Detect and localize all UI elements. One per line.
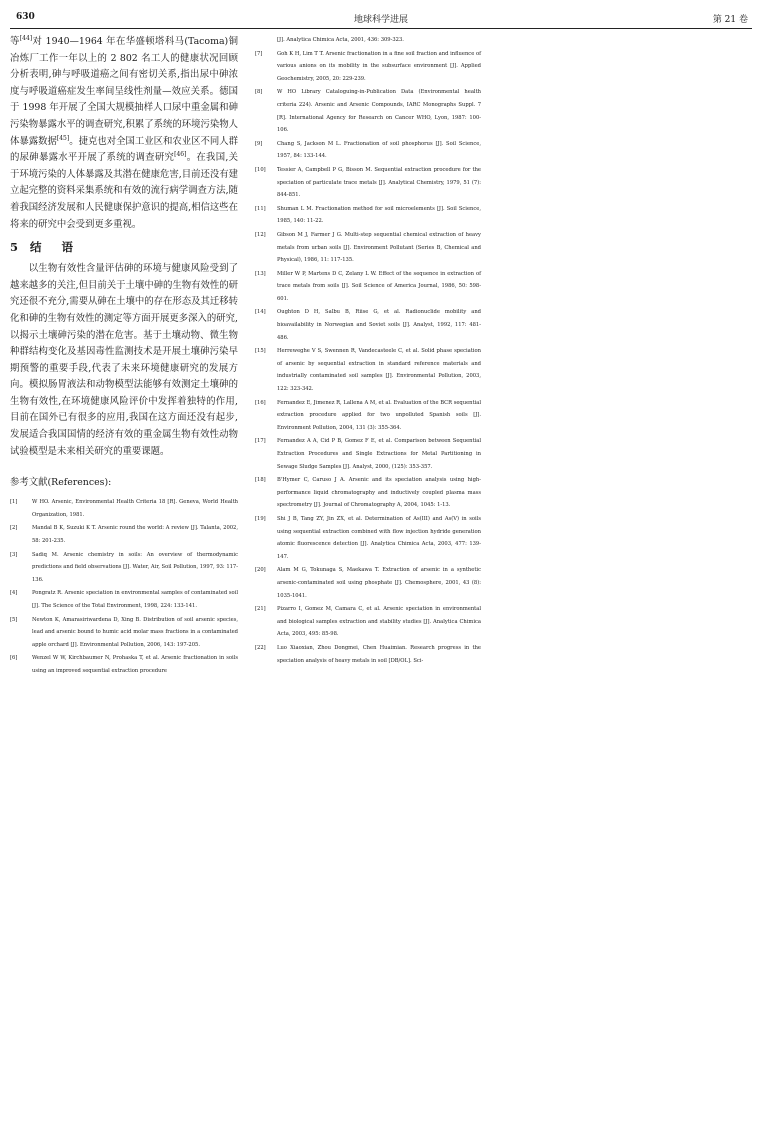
reference-number: [14] xyxy=(255,309,266,316)
reference-number: [11] xyxy=(255,205,266,212)
reference-number: [18] xyxy=(255,477,266,484)
conclusion-paragraph: 以生物有效性含量评估砷的环境与健康风险受到了越来越多的关注,但目前关于土壤中砷的生物有效性的研究还很不充分,需要从砷在土壤中的存在形态及其迁移转化和砷的生物有效性的测定等方面开展更多深入的研究,以揭示土壤砷污染的潜在危害。基于土壤动物、微生物种群结构变化及基因毒性监测技术是开展土壤砷污染早期预警的重要手段,代表了未来环境健康研究的发展方向。模拟肠胃液法和动物模型法能够有效测定土壤砷的生物有效性,在环境健康风险评价中发挥着独特的作用,目前在国外已有很多的应用,我国在这方面还没有起步,发展适合我国国情的经济有效的重金属生物有效性动物试验模型是未来相关研究的重要课题。 xyxy=(10,263,238,457)
reference-number: [15] xyxy=(255,348,266,355)
section-number: 5 xyxy=(10,240,19,255)
reference-number: [2] xyxy=(10,525,18,532)
reference-item xyxy=(10,587,238,612)
reference-number: [4] xyxy=(10,590,18,597)
intro-text-3: 。捷克也对全国工业区和农业区不同人群的尿砷暴露水平开展了系统的调查研究 xyxy=(10,135,238,164)
reference-text: Newton K, Amarasiriwardena D, Xing B. Distribution of soil arsenic species, lead and arsenic bound to humic acid molar mass fractions in a contaminated apple orchard [J]. Environmental Pollution, 2006, 143: 197-205. xyxy=(32,616,238,648)
reference-text: Alam M G, Tokunaga S, Maekawa T. Extraction of arsenic in a synthetic arsenic-contaminated soil using phosphate [J]. Chemosphere, 2001, 43 (8): 1035-1041. xyxy=(277,567,481,599)
reference-item xyxy=(10,549,238,587)
reference-item xyxy=(255,345,481,395)
reference-text: B'Hymer C, Caruso J A. Arsenic and its speciation analysis using high-performance liquid chromatography and inductively coupled plasma mass spectrometry [J]. Journal of Chromatography A, 2004, 1045: 1-13. xyxy=(277,477,481,509)
citation-45: [45] xyxy=(56,134,70,142)
intro-text-2: 对 1940—1964 年在华盛顿塔科马(Tacoma)铜冶炼厂工作一年以上的 2 802 名工人的健康状况回顾分析表明,砷与呼吸道癌之间有密切关系,指出尿中砷浓度与呼吸道癌症发生率间呈线性剂量—效应关系。德国于 1998 年开展了全国大规模抽样人口尿中重金属和砷污染物暴露水平的调查研究,积累了系统的环境污染物人体暴露数据 xyxy=(10,36,238,147)
reference-item xyxy=(255,268,481,306)
reference-text: Luo Xiaoxian, Zhou Dongmei, Chen Huaimian. Research progress in the speciation analysis of heavy metals in soil [DB/OL]. Sci- xyxy=(277,644,481,664)
reference-number: [16] xyxy=(255,399,266,406)
reference-number: [8] xyxy=(255,89,263,96)
reference-number: [20] xyxy=(255,567,266,574)
reference-number: [5] xyxy=(10,616,18,623)
reference-item xyxy=(255,229,481,267)
reference-number xyxy=(255,34,277,47)
reference-item xyxy=(255,513,481,563)
reference-number: [12] xyxy=(255,231,266,238)
reference-item xyxy=(255,435,481,473)
citation-46: [46] xyxy=(174,151,187,159)
reference-text: Mandal B K, Suzuki K T. Arsenic round the world: A review [J]. Talanta, 2002, 58: 201-235. xyxy=(32,525,238,545)
reference-item xyxy=(255,306,481,344)
reference-item xyxy=(10,496,238,521)
section-heading xyxy=(10,239,238,255)
reference-text: Pizarro I, Gomez M, Camara C, et al. Arsenic speciation in environmental and biological samples extraction and stability studies [J]. Analytica Chimica Acta, 2003, 495: 85-98. xyxy=(277,606,481,638)
reference-text: Miller W P, Martens D C, Zelany L W. Effect of the sequence in extraction of trace metals from soils [J]. Soil Science of America Journal, 1986, 50: 598-601. xyxy=(277,270,481,302)
reference-number: [1] xyxy=(10,499,18,506)
reference-number: [9] xyxy=(255,140,263,147)
references-list-right xyxy=(255,34,481,667)
reference-text: Herreweghe V S, Swennen R, Vandecasteele C, et al. Solid phase speciation of arsenic by sequential extraction in standard reference materials and industrially contaminated soil samples [J]. Environmental Pollution, 2003, 122: 323-342. xyxy=(277,348,481,393)
reference-number: [10] xyxy=(255,166,266,173)
intro-text-1: 等 xyxy=(10,36,20,47)
reference-text: W HO. Arsenic, Environmental Health Criteria 18 [R]. Geneva, World Health Organization, 1981. xyxy=(32,499,238,518)
reference-item xyxy=(255,564,481,602)
reference-number: [21] xyxy=(255,606,266,613)
intro-text-4: 。在我国,关于环境污染的人体暴露及其潜在健康危害,目前还没有建立起完整的资料采集系统和有效的流行病学调查方法,随着我国经济发展和人民健康保护意识的提高,相信这些在将来的研究中会受到更多重视。 xyxy=(10,152,238,230)
reference-item xyxy=(255,642,481,667)
reference-item xyxy=(255,474,481,512)
reference-number: [6] xyxy=(10,655,18,662)
reference-text: Fernandez E, Jimenez R, Lallena A M, et al. Evaluation of the BCR sequential extraction procedure applied for two unpolluted Spanish soils [J]. Environment Pollution, 2004, 131 (3): 355-364. xyxy=(277,399,481,431)
reference-number: [7] xyxy=(255,50,263,57)
reference-text: Wenzel W W, Kirchbaumer N, Prohaska T, et al. Arsenic fractionation in soils using an improved sequential extraction procedure xyxy=(32,655,238,674)
reference-text: Gibson M J, Farmer J G. Multi-step sequential chemical extraction of heavy metals from urban soils [J]. Environment Pollutant (Series B, Chemical and Physical), 1986, 11: 117-135. xyxy=(277,231,481,264)
reference-item xyxy=(10,614,238,652)
reference-text: Tessier A, Campbell P G, Bisson M. Sequential extraction procedure for the speciation of particulate trace metals [J]. Analytical Chemistry, 1979, 51 (7): 844-851. xyxy=(277,166,481,199)
left-column xyxy=(10,34,238,679)
reference-text: Pongratz R. Arsenic speciation in environmental samples of contaminated soil [J]. The Science of the Total Environment, 1998, 224: 133-141. xyxy=(32,590,238,609)
reference-number: [22] xyxy=(255,644,266,651)
reference-item xyxy=(255,603,481,641)
section-title: 结 语 xyxy=(30,240,82,255)
reference-item xyxy=(255,203,481,228)
reference-item xyxy=(10,522,238,547)
reference-text: Sadiq M. Arsenic chemistry in soils: An overview of thermodynamic predictions and field observations [J]. Water, Air, Soil Pollution, 1997, 93: 117-136. xyxy=(32,551,238,583)
reference-text: W HO Library Cataloguing-in-Publication Data (Environmental health criteria 224). Arsenic and Arsenic Compounds, IARC Monographs Suppl. 7 [R]. International Agency for Research on Cancer WHO, Lyon, 1987: 100-106. xyxy=(277,89,481,134)
journal-title: 地球科学进展 xyxy=(353,15,408,25)
volume-label: 第 21 卷 xyxy=(712,15,748,25)
reference-text: Fernandez A A, Cid P B, Gomez F E, et al. Comparison between Sequential Extraction Procedures and Single Extractions for Metal Partitioning in Sewage Sludge Samples [J]. Analyst, 2000, (125): 353-357. xyxy=(277,438,481,470)
reference-item xyxy=(255,48,481,86)
reference-item xyxy=(255,34,481,47)
references-list-left xyxy=(10,496,238,677)
reference-number: [13] xyxy=(255,270,266,277)
reference-item xyxy=(255,397,481,435)
reference-number: [3] xyxy=(10,551,18,558)
reference-item xyxy=(10,652,238,677)
reference-number: [19] xyxy=(255,515,266,522)
page-header xyxy=(10,10,752,29)
intro-paragraph xyxy=(10,34,238,233)
reference-text: Oughton D H, Salbu B, Riise G, et al. Radionuclide mobility and bioavailability in Norwegian and Soviet soils [J]. Analyst, 1992, 117: 481-486. xyxy=(277,309,481,341)
citation-44: [44] xyxy=(19,34,33,42)
reference-text: Chang S, Jackson M L. Fractionation of soil phosphorus [J]. Soil Science, 1957, 84: 133-144. xyxy=(277,140,481,160)
reference-item xyxy=(255,86,481,136)
reference-text: Goh K H, Lim T T. Arsenic fractionation in a fine soil fraction and influence of various anions on its mobility in the subsurface environment [J]. Applied Geochemistry, 2005, 20: 229-239. xyxy=(277,50,481,82)
reference-text: [J]. Analytica Chimica Acta, 2001, 436: 309-323. xyxy=(277,37,404,43)
reference-text: Shuman L M. Fractionation method for soil microelements [J]. Soil Science, 1985, 140: 11-22. xyxy=(277,205,481,225)
right-column xyxy=(255,34,481,668)
references-heading: 参考文献(References): xyxy=(10,477,112,489)
reference-item xyxy=(255,138,481,163)
reference-number: [17] xyxy=(255,438,266,445)
reference-text: Shi J B, Tang ZY, Jin ZX, et al. Determination of As(III) and As(V) in soils using sequential extraction combined with flow injection hydride generation atomic fluorescence detection [J]. Analytica Chimica Acta, 2003, 477: 139-147. xyxy=(277,515,481,560)
page-number: 630 xyxy=(16,12,35,22)
reference-item xyxy=(255,164,481,202)
